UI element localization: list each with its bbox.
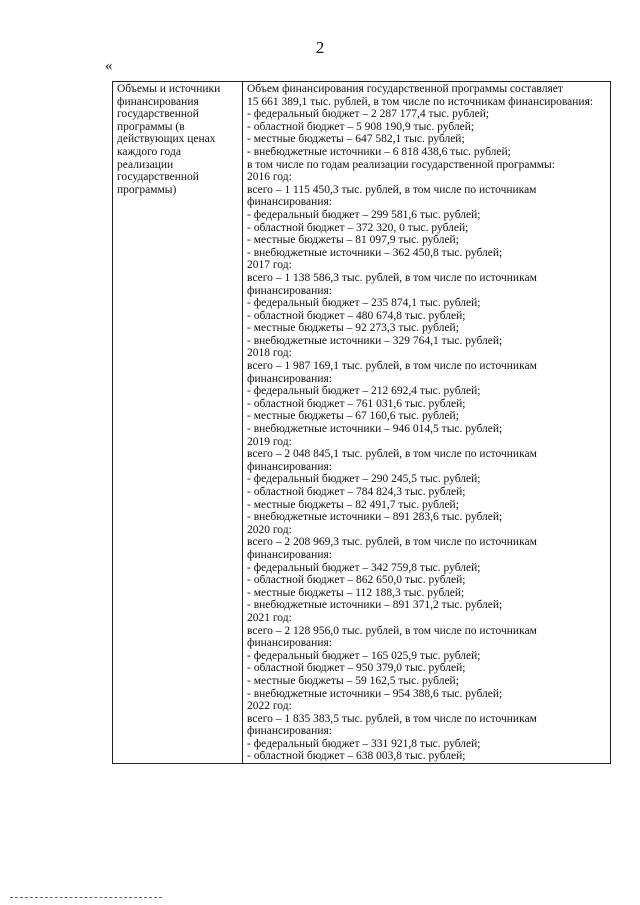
table-row bbox=[113, 82, 611, 764]
text-line: 2016 год: bbox=[247, 171, 292, 184]
text-line: - местные бюджеты – 92 273,3 тыс. рублей; bbox=[247, 322, 459, 335]
text-line: - внебюджетные источники – 946 014,5 тыс. рублей; bbox=[247, 423, 503, 436]
text-line: Объемы и источники bbox=[117, 83, 221, 95]
text-line: - федеральный бюджет – 342 759,8 тыс. рублей; bbox=[247, 561, 481, 574]
text-line: - федеральный бюджет – 290 245,5 тыс. рублей; bbox=[247, 473, 481, 486]
text-line: всего – 1 115 450,3 тыс. рублей, в том числе по источникам bbox=[247, 183, 537, 196]
text-line: - внебюджетные источники – 954 388,6 тыс. рублей; bbox=[247, 687, 503, 700]
text-line: - внебюджетные источники – 6 818 438,6 тыс. рублей; bbox=[247, 145, 511, 158]
text-line: - федеральный бюджет – 299 581,6 тыс. рублей; bbox=[247, 208, 481, 221]
text-line: Объем финансирования государственной программы составляет bbox=[247, 83, 563, 95]
text-line: 2020 год: bbox=[247, 523, 292, 536]
left-cell-text bbox=[117, 83, 239, 196]
financing-table bbox=[112, 81, 611, 764]
text-line: финансирования bbox=[117, 95, 199, 108]
text-line: 2021 год: bbox=[247, 611, 292, 624]
text-line: всего – 2 128 956,0 тыс. рублей, в том числе по источникам bbox=[247, 624, 537, 637]
text-line: - областной бюджет – 5 908 190,9 тыс. рублей; bbox=[247, 120, 475, 133]
text-line: финансирования: bbox=[247, 637, 332, 650]
text-line: 2019 год: bbox=[247, 435, 292, 448]
text-line: - внебюджетные источники – 362 450,8 тыс. рублей; bbox=[247, 246, 503, 259]
text-line: - внебюджетные источники – 891 371,2 тыс. рублей; bbox=[247, 599, 503, 612]
text-line: - внебюджетные источники – 891 283,6 тыс. рублей; bbox=[247, 511, 503, 524]
text-line: финансирования: bbox=[247, 548, 332, 561]
footnote-divider bbox=[10, 897, 162, 898]
text-line: - федеральный бюджет – 212 692,4 тыс. рублей; bbox=[247, 385, 481, 398]
text-line: - местные бюджеты – 59 162,5 тыс. рублей; bbox=[247, 674, 459, 687]
text-line: - областной бюджет – 862 650,0 тыс. рублей; bbox=[247, 574, 466, 587]
text-line: всего – 2 208 969,3 тыс. рублей, в том числе по источникам bbox=[247, 536, 537, 549]
text-line: программы (в bbox=[117, 120, 185, 133]
text-line: - областной бюджет – 950 379,0 тыс. рублей; bbox=[247, 662, 466, 675]
text-line: - федеральный бюджет – 2 287 177,4 тыс. рублей; bbox=[247, 108, 490, 121]
right-cell bbox=[243, 82, 611, 764]
text-line: - местные бюджеты – 112 188,3 тыс. рублей; bbox=[247, 586, 465, 599]
text-line: 15 661 389,1 тыс. рублей, в том числе по источникам финансирования: bbox=[247, 95, 594, 108]
text-line: - местные бюджеты – 647 582,1 тыс. рублей; bbox=[247, 133, 465, 146]
text-line: всего – 2 048 845,1 тыс. рублей, в том числе по источникам bbox=[247, 448, 537, 461]
opening-quote: « bbox=[105, 58, 113, 74]
left-cell bbox=[113, 82, 243, 764]
text-line: 2017 год: bbox=[247, 259, 292, 272]
text-line: финансирования: bbox=[247, 725, 332, 738]
text-line: в том числе по годам реализации государственной программы: bbox=[247, 158, 555, 171]
text-line: - областной бюджет – 761 031,6 тыс. рублей; bbox=[247, 397, 466, 410]
text-line: - областной бюджет – 480 674,8 тыс. рублей; bbox=[247, 309, 466, 322]
text-line: 2022 год: bbox=[247, 700, 292, 713]
text-line: - внебюджетные источники – 329 764,1 тыс. рублей; bbox=[247, 334, 503, 347]
text-line: - областной бюджет – 372 320, 0 тыс. рублей; bbox=[247, 221, 469, 234]
text-line: финансирования: bbox=[247, 196, 332, 209]
text-line: - областной бюджет – 784 824,3 тыс. рублей; bbox=[247, 486, 466, 498]
text-line: всего – 1 835 383,5 тыс. рублей, в том числе по источникам bbox=[247, 712, 537, 725]
text-line: - областной бюджет – 638 003,8 тыс. рублей; bbox=[247, 750, 466, 763]
page-number: 2 bbox=[315, 38, 325, 57]
text-line: каждого года bbox=[117, 145, 181, 158]
text-line: - федеральный бюджет – 235 874,1 тыс. рублей; bbox=[247, 297, 481, 310]
right-cell-text bbox=[247, 83, 607, 763]
text-line: - местные бюджеты – 67 160,6 тыс. рублей; bbox=[247, 410, 459, 423]
text-line: - федеральный бюджет – 331 921,8 тыс. рублей; bbox=[247, 737, 481, 750]
text-line: - местные бюджеты – 82 491,7 тыс. рублей; bbox=[247, 498, 459, 511]
text-line: реализации bbox=[117, 158, 174, 171]
text-line: 2018 год: bbox=[247, 347, 292, 360]
text-line: всего – 1 987 169,1 тыс. рублей, в том числе по источникам bbox=[247, 360, 537, 373]
text-line: - местные бюджеты – 81 097,9 тыс. рублей; bbox=[247, 234, 459, 247]
text-line: финансирования: bbox=[247, 460, 332, 473]
text-line: государственной bbox=[117, 171, 199, 184]
text-line: финансирования: bbox=[247, 372, 332, 385]
text-line: - федеральный бюджет – 165 025,9 тыс. рублей; bbox=[247, 649, 481, 662]
text-line: финансирования: bbox=[247, 284, 332, 297]
text-line: всего – 1 138 586,3 тыс. рублей, в том числе по источникам bbox=[247, 271, 537, 284]
text-line: государственной bbox=[117, 108, 199, 121]
text-line: программы) bbox=[117, 183, 177, 196]
text-line: действующих ценах bbox=[117, 133, 216, 146]
